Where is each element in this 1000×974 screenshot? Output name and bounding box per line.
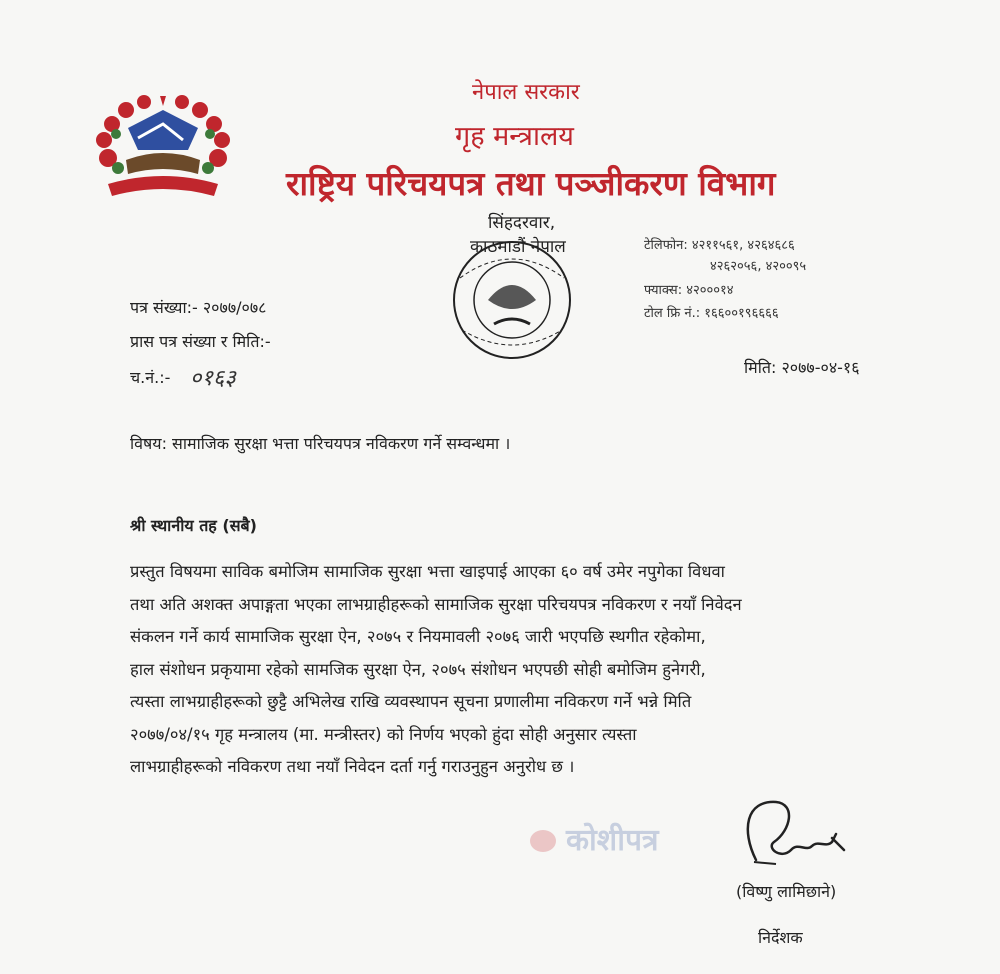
office-stamp-icon — [432, 230, 592, 370]
dispatch-label: च.नं.:- — [130, 368, 171, 387]
signature-icon — [736, 790, 856, 880]
tollfree-number: टोल फ्रि नं.: १६६००१९६६६६ — [644, 306, 779, 321]
watermark-logo-icon — [530, 830, 556, 852]
department-name: राष्ट्रिय परिचयपत्र तथा पञ्जीकरण विभाग — [286, 164, 776, 203]
body-line: २०७७/०४/१५ गृह मन्त्रालय (मा. मन्त्रीस्तर) को निर्णय भएको हुंदा सोही अनुसार त्यस्ता — [130, 724, 637, 744]
dispatch-number-handwritten: ०१६३ — [190, 366, 236, 391]
letter-date: मिति: २०७७-०४-१६ — [744, 358, 860, 377]
body-line: त्यस्ता लाभग्राहीहरूको छुट्टै अभिलेख राखि व्यवस्थापन सूचना प्रणालीमा नविकरण गर्ने भन्ने मिति — [130, 692, 692, 711]
addressee: श्री स्थानीय तह (सबै) — [130, 516, 257, 535]
fax-number: फ्याक्स: ४२०००१४ — [644, 283, 734, 298]
address-line-1: सिंहदरवार, — [488, 213, 556, 233]
watermark-text: कोशीपत्र — [566, 823, 659, 858]
signatory-title: निर्देशक — [758, 928, 803, 947]
body-line: तथा अति अशक्त अपाङ्गता भएका लाभग्राहीहरूको सामाजिक सुरक्षा परिचयपत्र नविकरण र नयाँ निवेदन — [130, 594, 742, 614]
body-line: हाल संशोधन प्रकृयामा रहेको सामजिक सुरक्षा ऐन, २०७५ संशोधन भएपछी सोही बमोजिम हुनेगरी, — [130, 659, 706, 679]
phone-line-2: ४२६२०५६, ४२००९५ — [710, 259, 807, 274]
body-line: प्रस्तुत विषयमा साविक बमोजिम सामाजिक सुरक्षा भत्ता खाइपाई आएका ६० वर्ष उमेर नपुगेका विधवा — [130, 562, 725, 581]
letter-body — [130, 556, 875, 784]
address-line-2: काठमाडौं नेपाल — [470, 237, 566, 257]
ministry-name: गृह मन्त्रालय — [455, 121, 574, 152]
government-name: नेपाल सरकार — [472, 80, 580, 105]
phone-line-1: टेलिफोन: ४२११५६१, ४२६४६८६ — [644, 238, 795, 253]
letter-subject: विषय: सामाजिक सुरक्षा भत्ता परिचयपत्र नविकरण गर्ने सम्वन्धमा । — [130, 434, 511, 453]
body-line: संकलन गर्ने कार्य सामाजिक सुरक्षा ऐन, २०७५ र नियमावली २०७६ जारी भएपछि स्थगीत रहेकोमा, — [130, 627, 706, 646]
nepal-emblem-icon — [88, 88, 238, 208]
body-line: लाभग्राहीहरूको नविकरण तथा नयाँ निवेदन दर्ता गर्नु गराउनुहुन अनुरोध छ । — [130, 757, 575, 776]
signatory-name: (विष्णु लामिछाने) — [736, 882, 837, 901]
letter-number: पत्र संख्या:- २०७७/०७८ — [130, 298, 267, 317]
received-letter-ref: प्रास पत्र संख्या र मिति:- — [130, 332, 271, 351]
